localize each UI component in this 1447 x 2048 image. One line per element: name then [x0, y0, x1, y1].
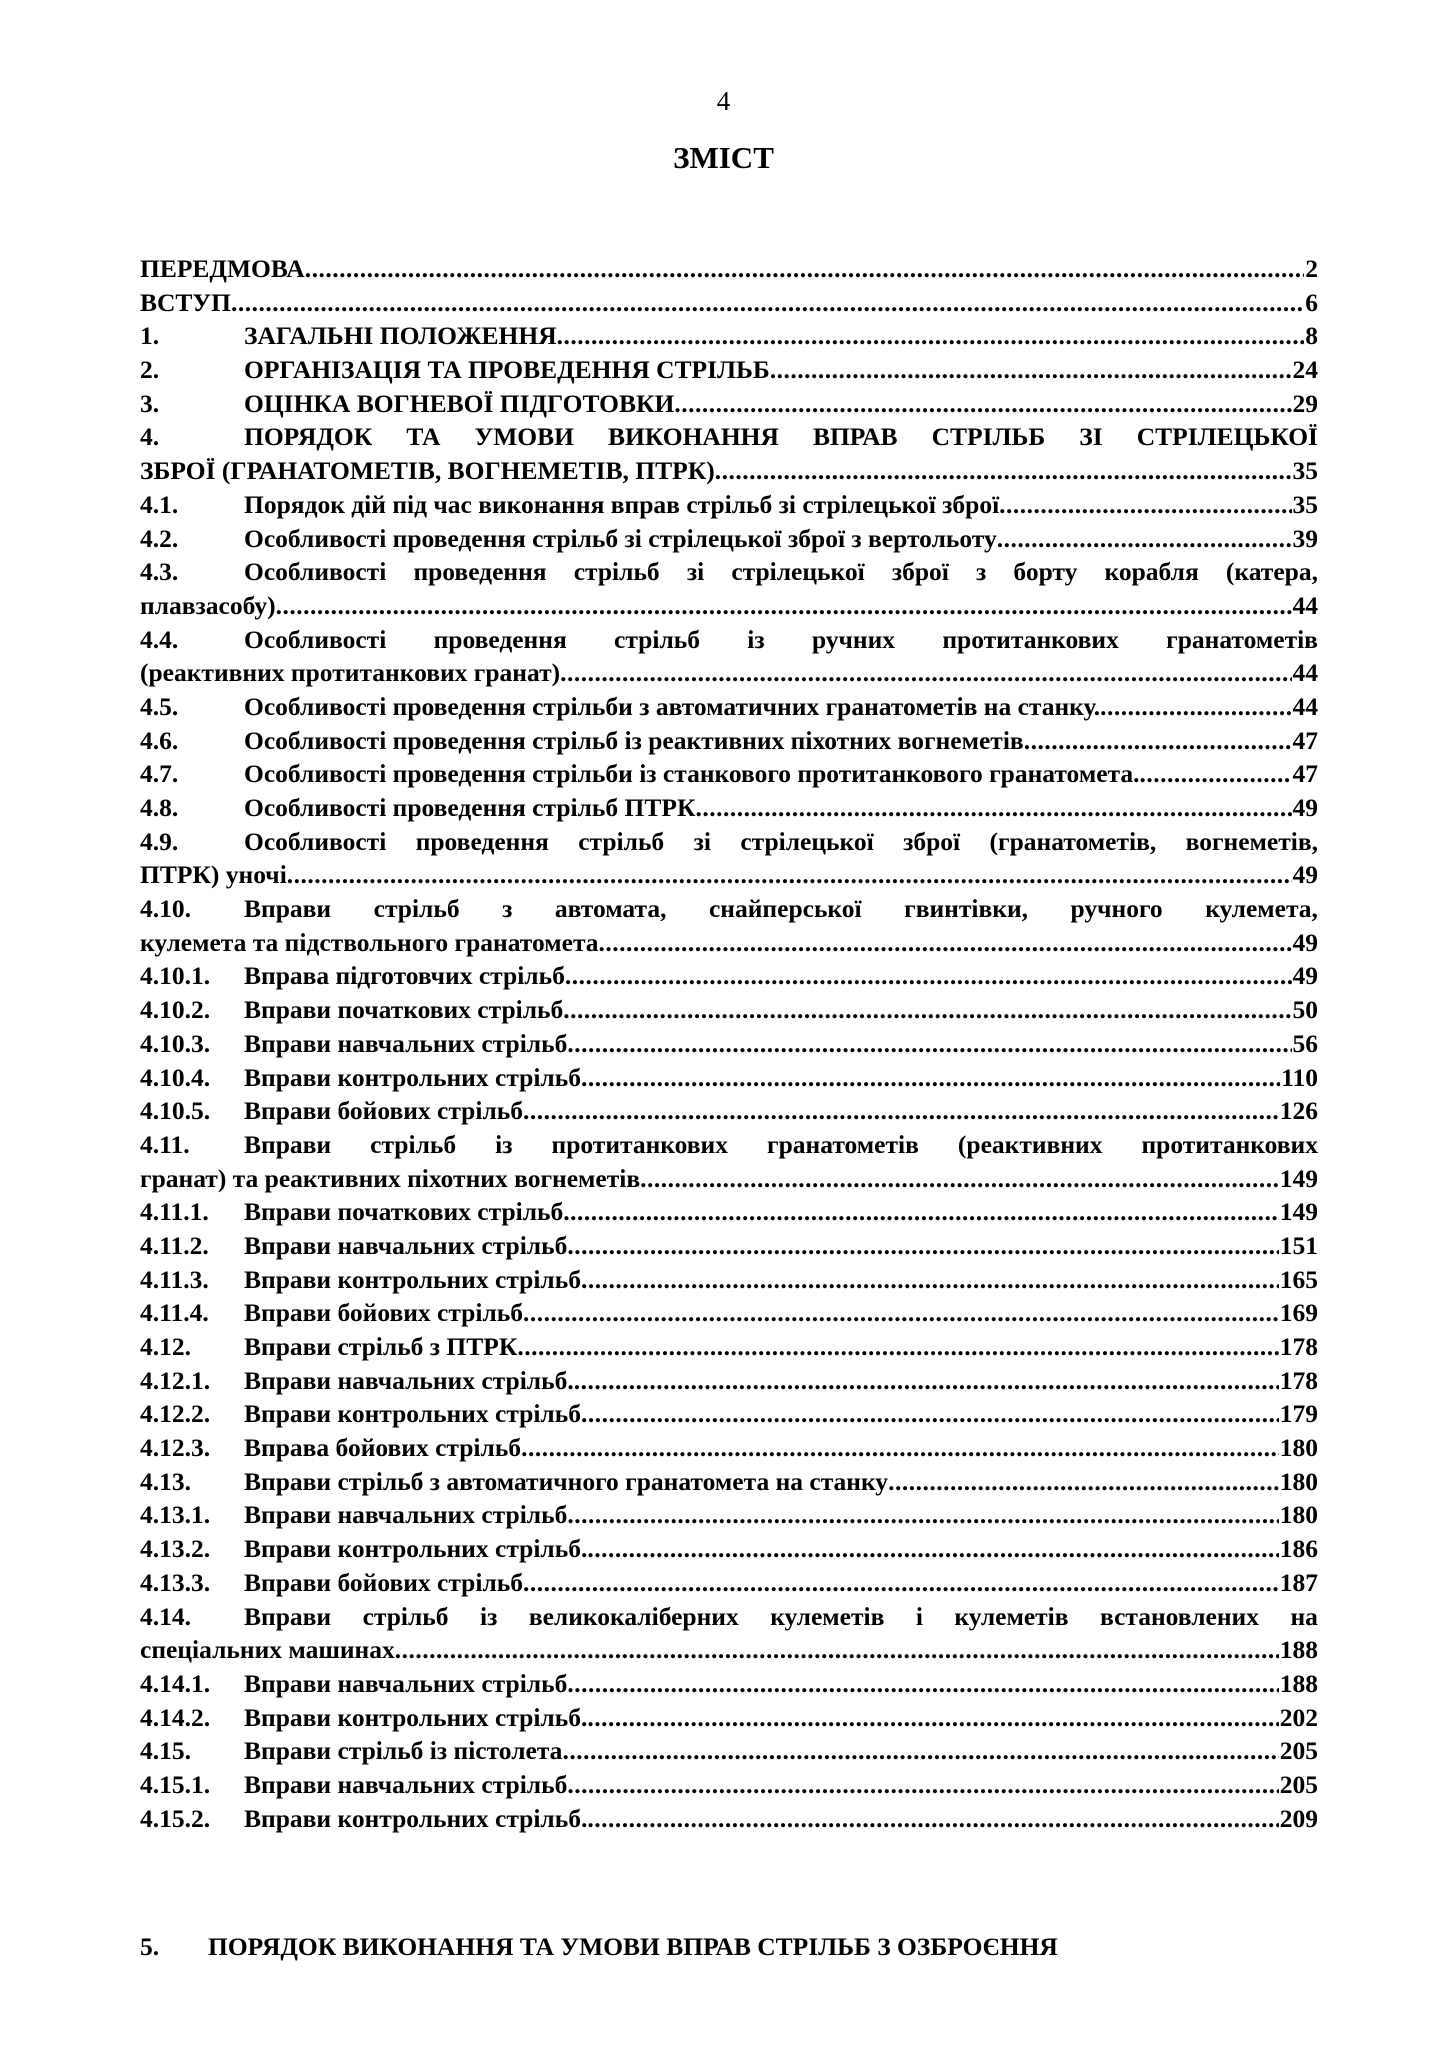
toc-entry-page: 44: [1292, 590, 1318, 620]
toc-entry-title: ЗАГАЛЬНІ ПОЛОЖЕННЯ: [244, 321, 557, 351]
toc-entry: [140, 1667, 1318, 1701]
toc-entry-title-line1: Вправи стрільб із протитанкових гранатометів (реактивних протитанкових: [244, 1129, 1318, 1159]
toc-entry: [140, 1498, 1318, 1532]
toc-entry-page: 8: [1305, 321, 1318, 351]
dot-leader: [770, 353, 1292, 387]
toc-entry: [140, 656, 1318, 690]
toc-entry-title: Вправи контрольних стрільб.: [244, 1702, 588, 1732]
toc-entry-page: 187: [1279, 1567, 1318, 1597]
toc-entry: [140, 1027, 1318, 1061]
toc-entry-title: Вправи контрольних стрільб: [244, 1399, 581, 1429]
toc-entry-page: 2: [1305, 254, 1318, 283]
toc-entry-page: 24: [1292, 355, 1318, 385]
toc-entry-title: Вправи навчальних стрільб: [244, 1230, 568, 1260]
toc-entry-title: Вправи бойових стрільб: [244, 1298, 523, 1328]
toc-entry: [140, 1397, 1318, 1431]
toc-entry-title: Вправи стрільб з ПТРК: [244, 1332, 518, 1361]
toc-entry-number: 4.15.2.: [140, 1803, 211, 1833]
toc-entry-title: ЗБРОЇ (ГРАНАТОМЕТІВ, ВОГНЕМЕТІВ, ПТРК): [140, 456, 715, 486]
toc-entry-page: 56: [1292, 1028, 1318, 1058]
toc-entry-title: ВСТУП: [140, 287, 231, 317]
dot-leader: [574, 1364, 1279, 1398]
toc-entry-title: Вправи навчальних стрільб: [244, 1500, 568, 1530]
section-5-title: ПОРЯДОК ВИКОНАННЯ ТА УМОВИ ВПРАВ СТРІЛЬБ З ОЗБРОЄННЯ: [208, 1932, 1058, 1961]
toc-entry-number: 4.10.1.: [140, 961, 211, 991]
dot-leader: [888, 1465, 1279, 1499]
toc-entry-title: ПТРК) уночі: [140, 860, 287, 890]
toc-entry-title: плавзасобу): [140, 590, 276, 620]
dot-leader: [695, 791, 1291, 825]
toc-entry: [140, 1094, 1318, 1128]
dot-leader: [715, 454, 1292, 488]
toc-entry-page: 178: [1279, 1332, 1318, 1361]
toc-entry-page: 205: [1279, 1769, 1318, 1799]
dot-leader: [563, 993, 1291, 1027]
toc-entry-page: 149: [1279, 1163, 1318, 1193]
toc-entry-page: 149: [1279, 1197, 1318, 1227]
dot-leader: [587, 1532, 1278, 1566]
toc-entry-number: 4.14.2.: [140, 1702, 211, 1732]
toc-entry-number: 4.13.2.: [140, 1534, 211, 1564]
toc-entry-page: 49: [1292, 793, 1318, 822]
table-of-contents: [140, 252, 1318, 1835]
toc-entry-number: 4.12.3.: [140, 1433, 211, 1463]
toc-entry-title: Вправи контрольних стрільб.: [244, 1803, 588, 1833]
toc-entry: [140, 252, 1318, 286]
toc-entry-page: 202: [1279, 1702, 1318, 1732]
dot-leader: [567, 1498, 1278, 1532]
dot-leader: [581, 1061, 1280, 1095]
toc-entry-number: 2.: [140, 355, 160, 385]
toc-entry-title: Особливості проведення стрільби з автоматичних гранатометів на станку.: [244, 691, 1101, 721]
dot-leader: [567, 1027, 1291, 1061]
dot-leader: [517, 1330, 1278, 1364]
dot-leader: [1139, 757, 1291, 791]
toc-entry-title: (реактивних протитанкових гранат): [140, 658, 561, 688]
toc-entry: [140, 993, 1318, 1027]
toc-entry-number: 4.15.1.: [140, 1769, 211, 1799]
toc-entry-number: 4.15.: [140, 1736, 191, 1766]
toc-entry-page: 179: [1279, 1399, 1318, 1429]
dot-leader: [567, 1667, 1278, 1701]
dot-leader: [560, 656, 1291, 690]
dot-leader: [523, 1296, 1279, 1330]
dot-leader: [581, 1397, 1279, 1431]
toc-entry: [140, 791, 1318, 825]
toc-entry-number: 4.12.1.: [140, 1365, 211, 1395]
toc-entry: [140, 959, 1318, 993]
toc-entry-number: 4.11.2.: [140, 1230, 209, 1260]
toc-entry: [140, 1162, 1318, 1196]
toc-entry-page: 50: [1292, 995, 1318, 1025]
toc-entry-page: 47: [1292, 759, 1318, 789]
toc-entry-number: 4.: [140, 422, 160, 452]
toc-entry-title: Вправи бойових стрільб: [244, 1096, 523, 1126]
toc-entry: [140, 1061, 1318, 1095]
toc-entry-page: 180: [1279, 1500, 1318, 1530]
toc-entry-title: гранат) та реактивних піхотних вогнеметів: [140, 1163, 641, 1193]
toc-entry-number: 4.6.: [140, 725, 179, 755]
toc-entry-number: 4.10.3.: [140, 1028, 211, 1058]
dot-leader: [565, 959, 1292, 993]
page-number: 4: [716, 86, 731, 116]
toc-entry-number: 4.11.: [140, 1129, 190, 1159]
toc-entry-page: 39: [1292, 523, 1318, 553]
toc-entry-page: 165: [1279, 1264, 1318, 1294]
dot-leader: [231, 286, 1304, 320]
dot-leader: [1024, 724, 1292, 758]
toc-entry: [140, 926, 1318, 960]
toc-entry-number: 4.13.3.: [140, 1567, 211, 1597]
toc-entry-page: 205: [1279, 1736, 1318, 1766]
toc-entry: [140, 387, 1318, 421]
toc-entry-number: 4.11.4.: [140, 1298, 209, 1328]
toc-entry-page: 151: [1279, 1230, 1318, 1260]
toc-entry-number: 4.7.: [140, 759, 179, 789]
toc-entry-title: Вправи бойових стрільб: [244, 1567, 523, 1597]
dot-leader: [287, 858, 1292, 892]
toc-entry-page: 49: [1292, 860, 1318, 890]
toc-entry: [140, 1566, 1318, 1600]
toc-entry-title: Порядок дій під час виконання вправ стрільб зі стрілецької зброї: [244, 489, 1000, 519]
toc-entry-page: 180: [1279, 1433, 1318, 1463]
toc-entry-page: 209: [1279, 1803, 1318, 1833]
toc-entry: [140, 858, 1318, 892]
toc-entry-title: Вправи контрольних стрільб: [244, 1264, 581, 1294]
dot-leader: [581, 1263, 1279, 1297]
toc-entry: [140, 454, 1318, 488]
toc-entry: [140, 353, 1318, 387]
toc-entry: [140, 1364, 1318, 1398]
toc-entry-page: 29: [1292, 388, 1318, 418]
toc-entry: [140, 1229, 1318, 1263]
toc-entry-title: Вправи контрольних стрільб.: [244, 1534, 588, 1564]
toc-entry-number: 4.5.: [140, 691, 179, 721]
toc-entry-title: Особливості проведення стрільб зі стрілецької зброї з вертольоту: [244, 523, 997, 553]
toc-entry-number: 4.8.: [140, 793, 179, 822]
toc-entry-title: ПЕРЕДМОВА: [140, 254, 305, 283]
toc-entry-number: 4.14.: [140, 1601, 191, 1631]
toc-entry-title: ОРГАНІЗАЦІЯ ТА ПРОВЕДЕННЯ СТРІЛЬБ: [244, 355, 770, 385]
toc-entry-title-line1: ПОРЯДОК ТА УМОВИ ВИКОНАННЯ ВПРАВ СТРІЛЬБ ЗІ СТРІЛЕЦЬКОЇ: [244, 422, 1318, 452]
toc-entry: [140, 589, 1318, 623]
toc-entry-number: 1.: [140, 321, 160, 351]
toc-entry-title-line1: Особливості проведення стрільб із ручних протитанкових гранатометів: [244, 624, 1318, 654]
dot-leader: [587, 1701, 1278, 1735]
dot-leader: [567, 1768, 1278, 1802]
toc-entry: [140, 488, 1318, 522]
toc-entry-number: 4.12.2.: [140, 1399, 211, 1429]
toc-entry: [140, 1195, 1318, 1229]
dot-leader: [999, 488, 1291, 522]
section-5-number: 5.: [140, 1932, 160, 1961]
toc-entry-number: 4.11.1.: [140, 1197, 209, 1227]
toc-entry: [140, 1465, 1318, 1499]
toc-entry-title: Особливості проведення стрільб ПТРК: [244, 793, 696, 822]
dot-leader: [557, 319, 1305, 353]
toc-entry: [140, 1768, 1318, 1802]
toc-entry-line: [140, 1600, 1318, 1634]
toc-entry-title: Вправи стрільб з автоматичного гранатомета на станку: [244, 1466, 889, 1496]
toc-entry-title: Особливості проведення стрільби із станкового протитанкового гранатомета.: [244, 759, 1140, 789]
toc-entry-title-line1: Вправи стрільб з автомата, снайперської гвинтівки, ручного кулемета,: [244, 894, 1318, 924]
toc-entry-title: Вправи контрольних стрільб: [244, 1062, 581, 1092]
toc-entry-title-line1: Особливості проведення стрільб зі стрілецької зброї (гранатометів, вогнеметів,: [244, 826, 1318, 856]
toc-entry-title: Вправа підготовчих стрільб: [244, 961, 565, 991]
toc-entry-number: 4.12.: [140, 1332, 191, 1361]
toc-entry-line: [140, 420, 1318, 454]
dot-leader: [521, 1431, 1279, 1465]
toc-entry-page: 49: [1292, 927, 1318, 957]
toc-entry: [140, 319, 1318, 353]
dot-leader: [640, 1162, 1279, 1196]
toc-entry-page: 188: [1279, 1635, 1318, 1665]
dot-leader: [674, 387, 1291, 421]
toc-entry: [140, 690, 1318, 724]
toc-entry-title: Вправи навчальних стрільб: [244, 1769, 568, 1799]
toc-entry-page: 35: [1292, 489, 1318, 519]
toc-entry-number: 4.10.4.: [140, 1062, 211, 1092]
toc-entry-page: 180: [1279, 1466, 1318, 1496]
toc-entry-page: 49: [1292, 961, 1318, 991]
dot-leader: [523, 1566, 1279, 1600]
toc-entry: [140, 724, 1318, 758]
dot-leader: [563, 1195, 1278, 1229]
toc-entry-page: 47: [1292, 725, 1318, 755]
toc-entry-number: 4.10.5.: [140, 1096, 211, 1126]
dot-leader: [567, 1229, 1278, 1263]
toc-entry-line: [140, 623, 1318, 657]
toc-entry-title: Вправа бойових стрільб: [244, 1433, 522, 1463]
toc-entry-title: Вправи початкових стрільб: [244, 1197, 564, 1227]
toc-entry-page: 6: [1305, 287, 1318, 317]
toc-entry-number: 4.3.: [140, 557, 179, 587]
toc-entry-title-line1: Особливості проведення стрільб зі стрілецької зброї з борту корабля (катера,: [244, 557, 1318, 587]
toc-entry-page: 188: [1279, 1668, 1318, 1698]
toc-entry: [140, 1330, 1318, 1364]
toc-entry-number: 4.10.2.: [140, 995, 211, 1025]
toc-entry-page: 186: [1279, 1534, 1318, 1564]
toc-entry-line: [140, 892, 1318, 926]
toc-entry-page: 35: [1292, 456, 1318, 486]
toc-entry-line: [140, 825, 1318, 859]
toc-entry: [140, 1734, 1318, 1768]
toc-entry-page: 169: [1279, 1298, 1318, 1328]
toc-entry-title: Особливості проведення стрільб із реактивних піхотних вогнеметів: [244, 725, 1024, 755]
toc-entry-title: кулемета та підствольного гранатомета: [140, 927, 599, 957]
toc-entry-page: 44: [1292, 658, 1318, 688]
toc-entry-title: Вправи навчальних стрільб: [244, 1028, 568, 1058]
toc-entry: [140, 1532, 1318, 1566]
toc-entry-number: 3.: [140, 388, 160, 418]
toc-entry-number: 4.10.: [140, 894, 191, 924]
dot-leader: [587, 1802, 1278, 1836]
toc-entry-number: 4.13.1.: [140, 1500, 211, 1530]
toc-entry-number: 4.9.: [140, 826, 179, 856]
toc-entry: [140, 1633, 1318, 1667]
toc-entry: [140, 1296, 1318, 1330]
toc-entry-title: Вправи навчальних стрільб.: [244, 1365, 574, 1395]
toc-entry: [140, 1431, 1318, 1465]
toc-entry-number: 4.11.3.: [140, 1264, 209, 1294]
toc-entry-number: 4.4.: [140, 624, 179, 654]
toc-entry-number: 4.14.1.: [140, 1668, 211, 1698]
toc-entry: [140, 757, 1318, 791]
toc-entry: [140, 1263, 1318, 1297]
toc-entry: [140, 286, 1318, 320]
dot-leader: [599, 926, 1292, 960]
toc-entry-title: Вправи навчальних стрільб: [244, 1668, 568, 1698]
dot-leader: [395, 1633, 1279, 1667]
toc-entry-title: Вправи стрільб із пістолета: [244, 1736, 563, 1766]
toc-entry-line: [140, 1128, 1318, 1162]
toc-entry-number: 4.2.: [140, 523, 179, 553]
toc-entry-number: 4.1.: [140, 489, 179, 519]
toc-entry: [140, 522, 1318, 556]
toc-entry-line: [140, 555, 1318, 589]
dot-leader: [305, 252, 1305, 286]
dot-leader: [997, 522, 1292, 556]
toc-entry-page: 126: [1279, 1096, 1318, 1126]
dot-leader: [276, 589, 1292, 623]
page-title: ЗМІСТ: [673, 140, 774, 175]
toc-entry: [140, 1802, 1318, 1836]
toc-entry-page: 110: [1281, 1062, 1318, 1092]
toc-entry-page: 44: [1292, 691, 1318, 721]
toc-entry-title: спеціальних машинах: [140, 1635, 395, 1665]
toc-entry-title-line1: Вправи стрільб із великокаліберних кулеметів і кулеметів встановлених на: [244, 1601, 1318, 1631]
toc-entry-number: 4.13.: [140, 1466, 191, 1496]
dot-leader: [562, 1734, 1278, 1768]
toc-entry-title: ОЦІНКА ВОГНЕВОЇ ПІДГОТОВКИ: [244, 388, 675, 418]
toc-entry-page: 178: [1279, 1365, 1318, 1395]
dot-leader: [1100, 690, 1291, 724]
section-5-heading: [140, 1932, 1058, 1962]
toc-entry-title: Вправи початкових стрільб: [244, 995, 564, 1025]
dot-leader: [523, 1094, 1279, 1128]
toc-entry: [140, 1701, 1318, 1735]
